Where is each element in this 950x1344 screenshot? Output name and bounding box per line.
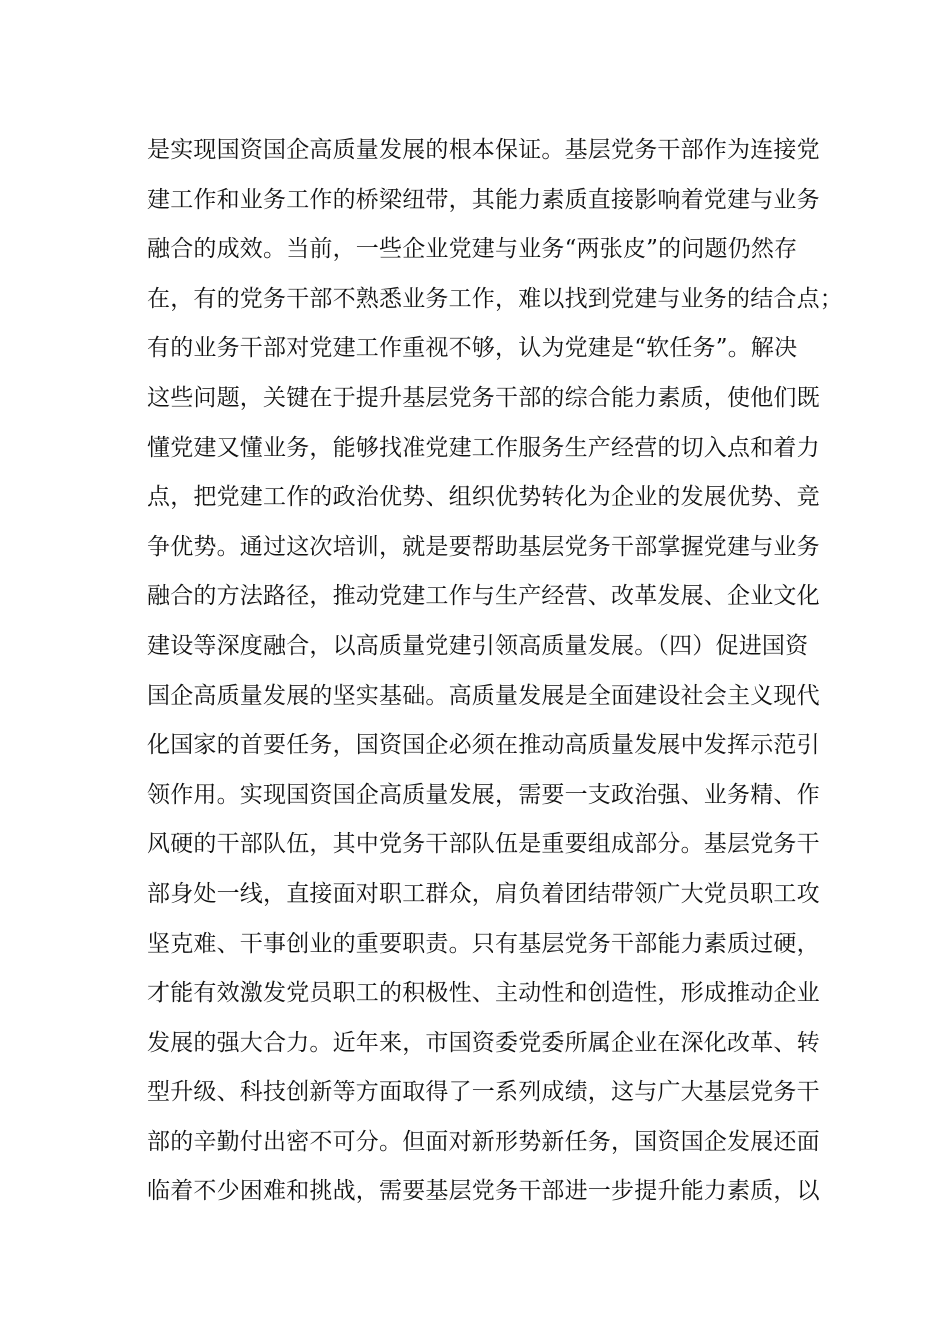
text-line: 点，把党建工作的政治优势、组织优势转化为企业的发展优势、竞 bbox=[147, 484, 820, 511]
text-line: 化国家的首要任务，国资国企必须在推动高质量发展中发挥示范引 bbox=[147, 732, 820, 759]
text-line: 融合的方法路径，推动党建工作与生产经营、改革发展、企业文化 bbox=[147, 583, 820, 610]
text-line: 型升级、科技创新等方面取得了一系列成绩，这与广大基层党务干 bbox=[147, 1079, 820, 1106]
text-line: 部身处一线，直接面对职工群众，肩负着团结带领广大党员职工攻 bbox=[147, 880, 820, 907]
text-line: 临着不少困难和挑战，需要基层党务干部进一步提升能力素质，以 bbox=[147, 1178, 820, 1205]
text-line: 部的辛勤付出密不可分。但面对新形势新任务，国资国企发展还面 bbox=[147, 1128, 820, 1155]
text-line: 国企高质量发展的坚实基础。高质量发展是全面建设社会主义现代 bbox=[147, 682, 820, 709]
text-line: 才能有效激发党员职工的积极性、主动性和创造性，形成推动企业 bbox=[147, 980, 820, 1007]
body-text bbox=[147, 126, 847, 1217]
text-line: 这些问题，关键在于提升基层党务干部的综合能力素质，使他们既 bbox=[147, 384, 820, 411]
text-line: 在，有的党务干部不熟悉业务工作，难以找到党建与业务的结合点； bbox=[147, 285, 843, 312]
text-line: 坚克难、干事创业的重要职责。只有基层党务干部能力素质过硬， bbox=[147, 930, 820, 957]
text-line: 懂党建又懂业务，能够找准党建工作服务生产经营的切入点和着力 bbox=[147, 434, 820, 461]
text-line: 融合的成效。当前，一些企业党建与业务“两张皮”的问题仍然存 bbox=[147, 236, 798, 263]
text-line: 有的业务干部对党建工作重视不够，认为党建是“软任务”。解决 bbox=[147, 335, 798, 362]
text-line: 领作用。实现国资国企高质量发展，需要一支政治强、业务精、作 bbox=[147, 781, 820, 808]
text-line: 建工作和业务工作的桥梁纽带，其能力素质直接影响着党建与业务 bbox=[147, 186, 820, 213]
text-line: 发展的强大合力。近年来，市国资委党委所属企业在深化改革、转 bbox=[147, 1029, 820, 1056]
text-line: 风硬的干部队伍，其中党务干部队伍是重要组成部分。基层党务干 bbox=[147, 831, 820, 858]
text-line: 争优势。通过这次培训，就是要帮助基层党务干部掌握党建与业务 bbox=[147, 533, 820, 560]
text-line: 建设等深度融合，以高质量党建引领高质量发展。（四）促进国资 bbox=[147, 632, 809, 659]
text-line: 是实现国资国企高质量发展的根本保证。基层党务干部作为连接党 bbox=[147, 137, 820, 163]
